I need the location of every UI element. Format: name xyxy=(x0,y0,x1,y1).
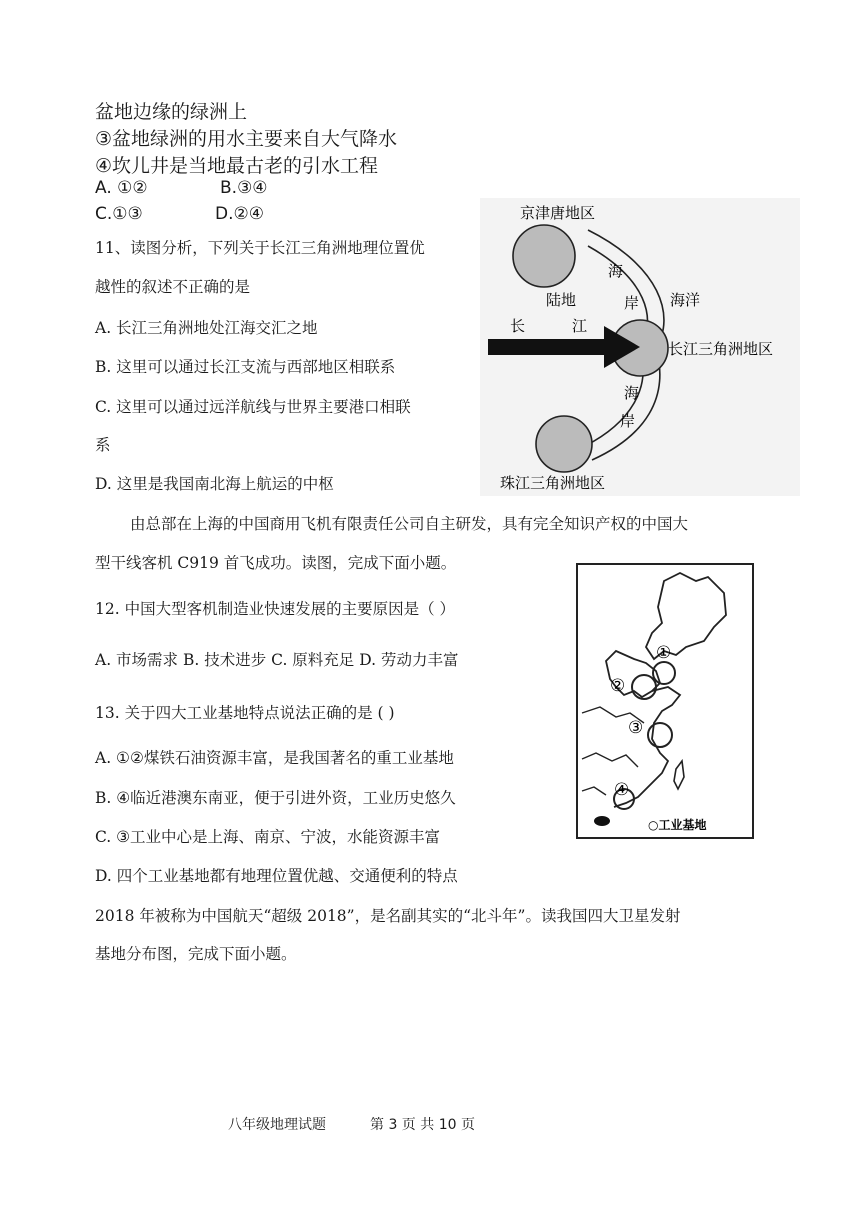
coast-label-bottom-2: 岸 xyxy=(620,412,636,430)
footer-title: 八年级地理试题 xyxy=(228,1117,326,1133)
q13-option-d: D. 四个工业基地都有地理位置优越、交通便利的特点 xyxy=(95,867,458,885)
q11-option-b: B. 这里可以通过长江支流与西部地区相联系 xyxy=(95,358,396,376)
q10-line3: ④坎儿井是当地最古老的引水工程 xyxy=(95,155,379,177)
intro14-line1: 2018 年被称为中国航天“超级 2018”，是名副其实的“北斗年”。读我国四大卫星发射 xyxy=(95,907,681,925)
q12-options: A. 市场需求 B. 技术进步 C. 原料充足 D. 劳动力丰富 xyxy=(95,651,459,669)
q12-stem: 12. 中国大型客机制造业快速发展的主要原因是（ ） xyxy=(95,600,456,618)
q11-option-c-cont: 系 xyxy=(95,436,111,454)
map-legend: ○工业基地 xyxy=(648,818,707,832)
marker-1: ① xyxy=(656,643,672,663)
land-label: 陆地 xyxy=(546,291,577,309)
intro12-line2: 型干线客机 C919 首飞成功。读图，完成下面小题。 xyxy=(95,554,457,572)
jingjintang-label: 京津唐地区 xyxy=(520,204,596,222)
marker-4: ④ xyxy=(614,780,630,800)
q11-stem-line2: 越性的叙述不正确的是 xyxy=(95,278,251,296)
intro14-line2: 基地分布图，完成下面小题。 xyxy=(95,945,297,963)
river-label-2: 江 xyxy=(572,317,588,335)
q10-option-b: B.③④ xyxy=(220,178,268,198)
q11-option-d: D. 这里是我国南北海上航运的中枢 xyxy=(95,475,334,493)
q10-option-c: C.①③ xyxy=(95,204,143,224)
industrial-bases-map xyxy=(576,563,754,839)
q11-option-c: C. 这里可以通过远洋航线与世界主要港口相联 xyxy=(95,398,411,416)
coast-label-bottom-1: 海 xyxy=(624,384,640,402)
pearl-delta-label: 珠江三角洲地区 xyxy=(500,474,606,492)
q13-option-c: C. ③工业中心是上海、南京、宁波，水能资源丰富 xyxy=(95,828,441,846)
ocean-label: 海洋 xyxy=(670,291,701,309)
yangtze-delta-label: 长江三角洲地区 xyxy=(668,340,774,358)
marker-2: ② xyxy=(610,676,626,696)
q10-option-a: A. ①② xyxy=(95,178,148,198)
intro12-line1: 由总部在上海的中国商用飞机有限责任公司自主研发，具有完全知识产权的中国大 xyxy=(130,515,689,533)
q10-option-d: D.②④ xyxy=(215,204,264,224)
q13-stem: 13. 关于四大工业基地特点说法正确的是 ( ) xyxy=(95,704,395,722)
marker-3: ③ xyxy=(628,718,644,738)
q11-stem-line1: 11、读图分析，下列关于长江三角洲地理位置优 xyxy=(95,239,425,257)
river-label-1: 长 xyxy=(510,317,526,335)
q10-line2: ③盆地绿洲的用水主要来自大气降水 xyxy=(95,128,398,150)
q13-option-b: B. ④临近港澳东南亚，便于引进外资，工业历史悠久 xyxy=(95,789,456,807)
coast-label-top-2: 岸 xyxy=(624,294,640,312)
q11-option-a: A. 长江三角洲地处江海交汇之地 xyxy=(95,319,318,337)
q10-line1: 盆地边缘的绿洲上 xyxy=(95,101,248,123)
coast-label-top-1: 海 xyxy=(608,262,624,280)
footer-page-number: 第 3 页 共 10 页 xyxy=(370,1117,475,1133)
yangtze-delta-diagram xyxy=(480,198,800,496)
q13-option-a: A. ①②煤铁石油资源丰富，是我国著名的重工业基地 xyxy=(95,749,454,767)
